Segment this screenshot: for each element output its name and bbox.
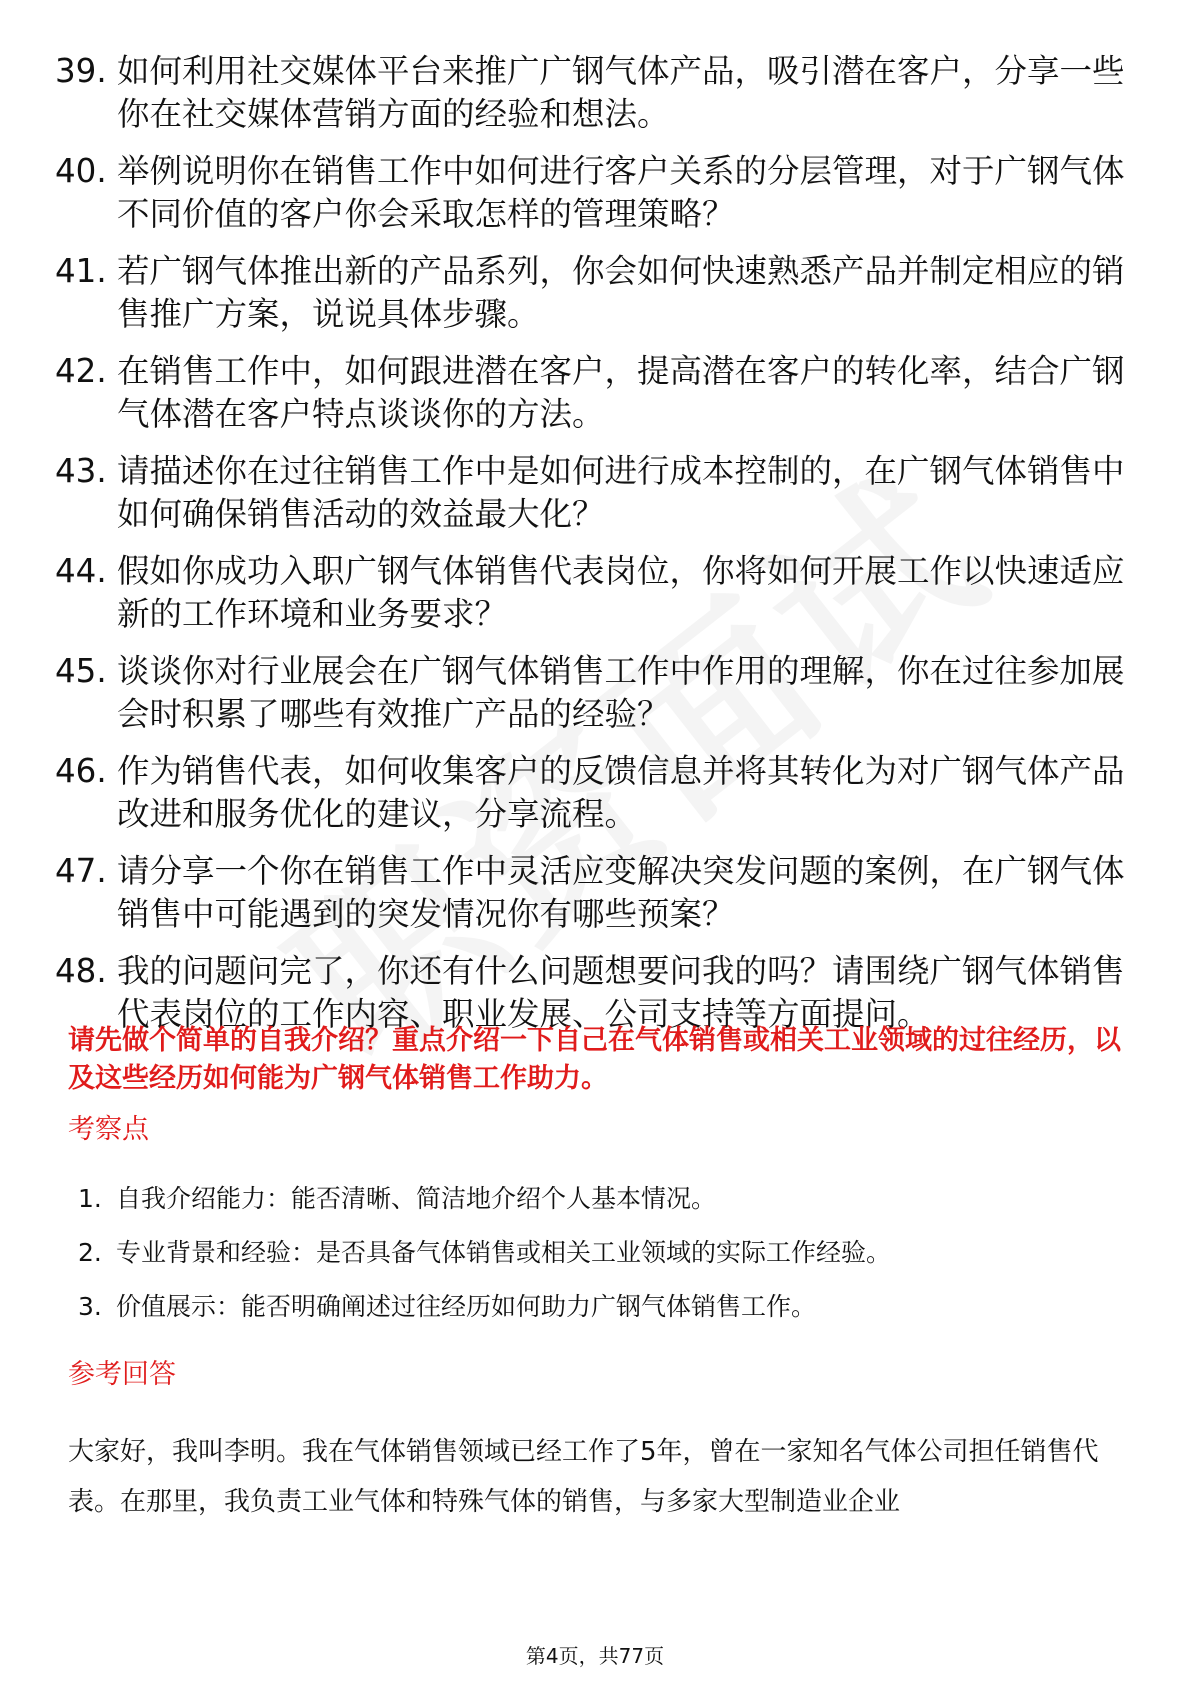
question-number: 41. — [55, 252, 107, 290]
list-item — [78, 1290, 1118, 1324]
question-text: 我的问题问完了，你还有什么问题想要问我的吗？请围绕广钢气体销售代表岗位的工作内容、职业发展、公司支持等方面提问。 — [117, 952, 1125, 1033]
question-item — [55, 150, 1125, 236]
list-number: 2. — [78, 1238, 102, 1267]
question-text: 作为销售代表，如何收集客户的反馈信息并将其转化为对广钢气体产品改进和服务优化的建议，分享流程。 — [117, 752, 1125, 833]
list-text: 自我介绍能力：能否清晰、简洁地介绍个人基本情况。 — [116, 1184, 717, 1213]
question-list — [55, 50, 1125, 1050]
question-number: 47. — [55, 852, 107, 890]
list-text: 专业背景和经验：是否具备气体销售或相关工业领域的实际工作经验。 — [116, 1238, 892, 1267]
list-number: 1. — [78, 1184, 102, 1213]
question-number: 46. — [55, 752, 107, 790]
question-number: 39. — [55, 52, 107, 90]
question-item — [55, 350, 1125, 436]
list-text: 价值展示：能否明确阐述过往经历如何助力广钢气体销售工作。 — [116, 1292, 817, 1321]
question-number: 43. — [55, 452, 107, 490]
question-item — [55, 450, 1125, 536]
question-number: 40. — [55, 152, 107, 190]
question-text: 在销售工作中，如何跟进潜在客户，提高潜在客户的转化率，结合广钢气体潜在客户特点谈谈你的方法。 — [117, 352, 1125, 433]
question-number: 42. — [55, 352, 107, 390]
question-item — [55, 850, 1125, 936]
question-item — [55, 250, 1125, 336]
question-number: 48. — [55, 952, 107, 990]
list-item — [78, 1236, 1118, 1270]
main-question-heading: 请先做个简单的自我介绍？重点介绍一下自己在气体销售或相关工业领域的过往经历，以及这些经历如何能为广钢气体销售工作助力。 — [68, 1025, 1121, 1094]
question-number: 44. — [55, 552, 107, 590]
reference-answer: 大家好，我叫李明。我在气体销售领域已经工作了5年，曾在一家知名气体公司担任销售代表。在那里，我负责工业气体和特殊气体的销售，与多家大型制造业企业 — [68, 1437, 1099, 1517]
question-item — [55, 750, 1125, 836]
question-item — [55, 50, 1125, 136]
question-item — [55, 650, 1125, 736]
question-text: 假如你成功入职广钢气体销售代表岗位，你将如何开展工作以快速适应新的工作环境和业务要求？ — [117, 552, 1125, 633]
question-text: 谈谈你对行业展会在广钢气体销售工作中作用的理解，你在过往参加展会时积累了哪些有效推广产品的经验？ — [117, 652, 1125, 733]
question-text: 举例说明你在销售工作中如何进行客户关系的分层管理，对于广钢气体不同价值的客户你会采取怎样的管理策略？ — [117, 152, 1125, 233]
question-text: 如何利用社交媒体平台来推广广钢气体产品，吸引潜在客户，分享一些你在社交媒体营销方面的经验和想法。 — [117, 52, 1125, 133]
question-number: 45. — [55, 652, 107, 690]
question-text: 请分享一个你在销售工作中灵活应变解决突发问题的案例，在广钢气体销售中可能遇到的突发情况你有哪些预案？ — [117, 852, 1125, 933]
question-item — [55, 550, 1125, 636]
question-text: 请描述你在过往销售工作中是如何进行成本控制的，在广钢气体销售中如何确保销售活动的效益最大化？ — [117, 452, 1125, 533]
question-text: 若广钢气体推出新的产品系列，你会如何快速熟悉产品并制定相应的销售推广方案，说说具体步骤。 — [117, 252, 1125, 333]
list-number: 3. — [78, 1292, 102, 1321]
page-footer: 第4页，共77页 — [525, 1644, 665, 1668]
kaochadian-list — [78, 1182, 1118, 1344]
cankao-title: 参考回答 — [68, 1359, 176, 1390]
list-item — [78, 1182, 1118, 1216]
kaochadian-title: 考察点 — [68, 1114, 149, 1145]
